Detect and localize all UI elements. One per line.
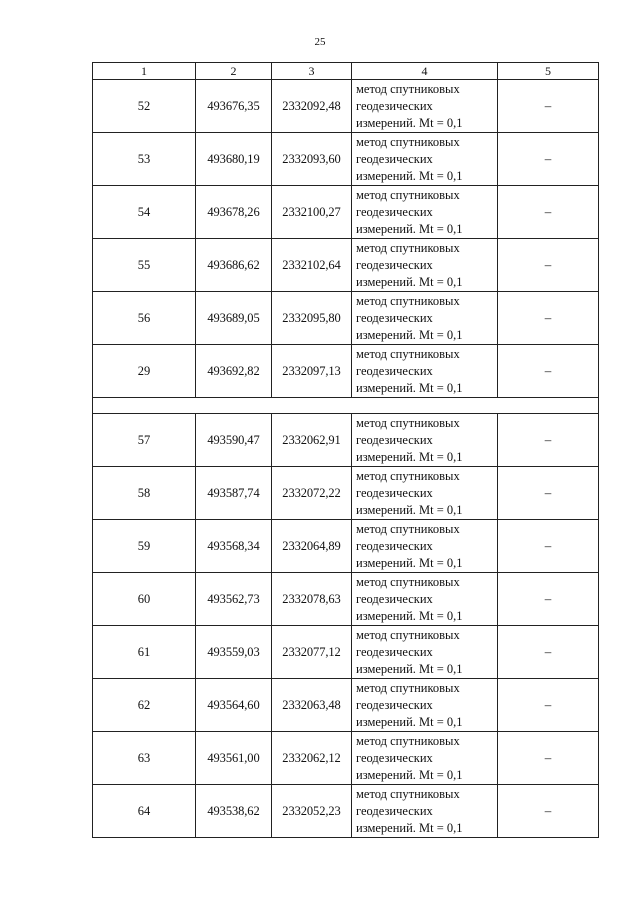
y-coordinate-cell: 2332097,13 bbox=[272, 345, 352, 398]
x-coordinate-cell: 493561,00 bbox=[196, 732, 272, 785]
x-coordinate-cell: 493562,73 bbox=[196, 573, 272, 626]
point-number-cell: 56 bbox=[93, 292, 196, 345]
description-cell: – bbox=[498, 679, 599, 732]
point-number-cell: 58 bbox=[93, 467, 196, 520]
header-col-2: 2 bbox=[196, 63, 272, 80]
table-header-row bbox=[93, 63, 599, 80]
y-coordinate-cell: 2332102,64 bbox=[272, 239, 352, 292]
table-row bbox=[93, 133, 599, 186]
point-number-cell: 62 bbox=[93, 679, 196, 732]
method-cell: метод спутниковых геодезических измерений. Mt = 0,1 bbox=[352, 414, 498, 467]
header-col-1: 1 bbox=[93, 63, 196, 80]
method-cell: метод спутниковых геодезических измерений. Mt = 0,1 bbox=[352, 133, 498, 186]
description-cell: – bbox=[498, 80, 599, 133]
method-cell: метод спутниковых геодезических измерений. Mt = 0,1 bbox=[352, 80, 498, 133]
x-coordinate-cell: 493686,62 bbox=[196, 239, 272, 292]
description-cell: – bbox=[498, 785, 599, 838]
x-coordinate-cell: 493676,35 bbox=[196, 80, 272, 133]
x-coordinate-cell: 493678,26 bbox=[196, 186, 272, 239]
table-row bbox=[93, 573, 599, 626]
method-cell: метод спутниковых геодезических измерений. Mt = 0,1 bbox=[352, 520, 498, 573]
table-row bbox=[93, 239, 599, 292]
table-row bbox=[93, 679, 599, 732]
method-cell: метод спутниковых геодезических измерений. Mt = 0,1 bbox=[352, 785, 498, 838]
point-number-cell: 63 bbox=[93, 732, 196, 785]
table-row bbox=[93, 520, 599, 573]
y-coordinate-cell: 2332062,12 bbox=[272, 732, 352, 785]
table-row bbox=[93, 292, 599, 345]
header-col-3: 3 bbox=[272, 63, 352, 80]
group-separator-row bbox=[93, 398, 599, 414]
method-cell: метод спутниковых геодезических измерений. Mt = 0,1 bbox=[352, 732, 498, 785]
point-number-cell: 54 bbox=[93, 186, 196, 239]
x-coordinate-cell: 493692,82 bbox=[196, 345, 272, 398]
x-coordinate-cell: 493689,05 bbox=[196, 292, 272, 345]
y-coordinate-cell: 2332077,12 bbox=[272, 626, 352, 679]
method-cell: метод спутниковых геодезических измерений. Mt = 0,1 bbox=[352, 467, 498, 520]
x-coordinate-cell: 493538,62 bbox=[196, 785, 272, 838]
y-coordinate-cell: 2332095,80 bbox=[272, 292, 352, 345]
description-cell: – bbox=[498, 186, 599, 239]
table-row bbox=[93, 626, 599, 679]
point-number-cell: 55 bbox=[93, 239, 196, 292]
method-cell: метод спутниковых геодезических измерений. Mt = 0,1 bbox=[352, 345, 498, 398]
method-cell: метод спутниковых геодезических измерений. Mt = 0,1 bbox=[352, 573, 498, 626]
x-coordinate-cell: 493559,03 bbox=[196, 626, 272, 679]
description-cell: – bbox=[498, 626, 599, 679]
description-cell: – bbox=[498, 467, 599, 520]
x-coordinate-cell: 493590,47 bbox=[196, 414, 272, 467]
group-separator-cell bbox=[93, 398, 599, 414]
header-col-5: 5 bbox=[498, 63, 599, 80]
description-cell: – bbox=[498, 345, 599, 398]
x-coordinate-cell: 493680,19 bbox=[196, 133, 272, 186]
point-number-cell: 64 bbox=[93, 785, 196, 838]
y-coordinate-cell: 2332052,23 bbox=[272, 785, 352, 838]
x-coordinate-cell: 493587,74 bbox=[196, 467, 272, 520]
description-cell: – bbox=[498, 414, 599, 467]
y-coordinate-cell: 2332072,22 bbox=[272, 467, 352, 520]
point-number-cell: 29 bbox=[93, 345, 196, 398]
y-coordinate-cell: 2332092,48 bbox=[272, 80, 352, 133]
description-cell: – bbox=[498, 239, 599, 292]
description-cell: – bbox=[498, 292, 599, 345]
table-row bbox=[93, 345, 599, 398]
page-number: 25 bbox=[314, 36, 326, 48]
description-cell: – bbox=[498, 573, 599, 626]
coordinates-table bbox=[92, 62, 599, 838]
method-cell: метод спутниковых геодезических измерений. Mt = 0,1 bbox=[352, 292, 498, 345]
point-number-cell: 61 bbox=[93, 626, 196, 679]
table-row bbox=[93, 80, 599, 133]
table-row bbox=[93, 785, 599, 838]
description-cell: – bbox=[498, 133, 599, 186]
table-row bbox=[93, 414, 599, 467]
method-cell: метод спутниковых геодезических измерений. Mt = 0,1 bbox=[352, 186, 498, 239]
table-body bbox=[93, 80, 599, 838]
x-coordinate-cell: 493568,34 bbox=[196, 520, 272, 573]
header-col-4: 4 bbox=[352, 63, 498, 80]
y-coordinate-cell: 2332064,89 bbox=[272, 520, 352, 573]
y-coordinate-cell: 2332063,48 bbox=[272, 679, 352, 732]
x-coordinate-cell: 493564,60 bbox=[196, 679, 272, 732]
table-row bbox=[93, 732, 599, 785]
table-row bbox=[93, 467, 599, 520]
point-number-cell: 59 bbox=[93, 520, 196, 573]
point-number-cell: 60 bbox=[93, 573, 196, 626]
point-number-cell: 53 bbox=[93, 133, 196, 186]
point-number-cell: 52 bbox=[93, 80, 196, 133]
table-row bbox=[93, 186, 599, 239]
description-cell: – bbox=[498, 732, 599, 785]
y-coordinate-cell: 2332078,63 bbox=[272, 573, 352, 626]
y-coordinate-cell: 2332062,91 bbox=[272, 414, 352, 467]
point-number-cell: 57 bbox=[93, 414, 196, 467]
y-coordinate-cell: 2332093,60 bbox=[272, 133, 352, 186]
y-coordinate-cell: 2332100,27 bbox=[272, 186, 352, 239]
method-cell: метод спутниковых геодезических измерений. Mt = 0,1 bbox=[352, 239, 498, 292]
method-cell: метод спутниковых геодезических измерений. Mt = 0,1 bbox=[352, 626, 498, 679]
method-cell: метод спутниковых геодезических измерений. Mt = 0,1 bbox=[352, 679, 498, 732]
description-cell: – bbox=[498, 520, 599, 573]
